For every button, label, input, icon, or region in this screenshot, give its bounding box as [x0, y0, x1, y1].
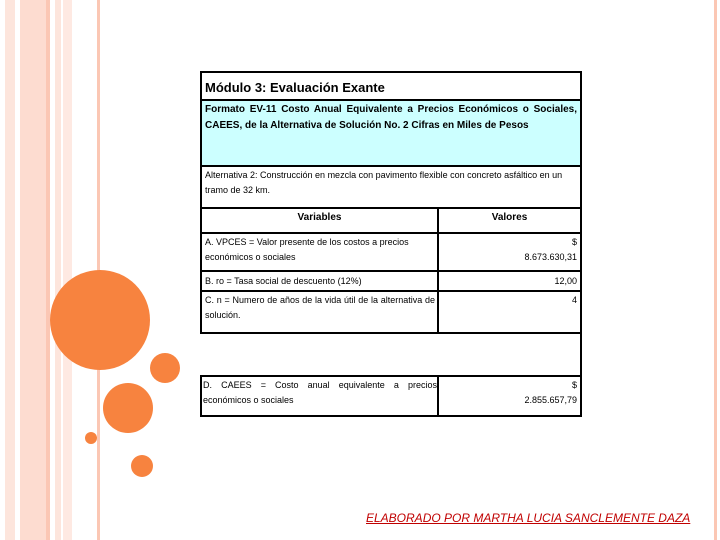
table-row	[200, 270, 439, 292]
circle	[150, 353, 180, 383]
header-variables-label: Variables	[297, 212, 342, 223]
stripe	[63, 0, 72, 540]
circle	[50, 270, 150, 370]
alternative-text: Alternativa 2: Construcción en mezcla con pavimento flexible con concreto asfáltico en un tramo de 32 km.	[205, 170, 563, 195]
value-cell	[437, 270, 582, 292]
stripe	[55, 0, 61, 540]
header-values-label: Valores	[491, 212, 528, 223]
divider	[580, 332, 582, 377]
value-cell	[437, 232, 582, 272]
header-variables	[200, 207, 439, 234]
format-heading-cell	[200, 99, 582, 167]
currency-symbol: $	[571, 380, 577, 390]
header-values	[437, 207, 582, 234]
value-cell	[437, 375, 582, 417]
circle	[103, 383, 153, 433]
page-title: Módulo 3: Evaluación Exante	[205, 80, 385, 95]
title-cell	[200, 71, 582, 101]
format-heading: Formato EV-11 Costo Anual Equivalente a Precios Económicos o Sociales, CAEES, de la Alternativa de Solución No. 2 Cifras en Miles de Pesos	[205, 104, 577, 131]
circle	[85, 432, 97, 444]
table-row	[200, 290, 439, 334]
alternative-cell	[200, 165, 582, 209]
value-cell	[437, 290, 582, 334]
value: 2.855.657,79	[524, 395, 577, 405]
variable-label: D. CAEES = Costo anual equivalente a precios económicos o sociales	[203, 380, 437, 405]
table-row	[200, 232, 439, 272]
currency-symbol: $	[571, 237, 577, 247]
circle	[131, 455, 153, 477]
stripe	[714, 0, 717, 540]
table-row	[200, 375, 439, 417]
stripe	[20, 0, 48, 540]
value: 12,00	[554, 276, 577, 286]
stripe	[5, 0, 15, 540]
value: 4	[571, 295, 577, 305]
variable-label: C. n = Numero de años de la vida útil de la alternativa de solución.	[205, 295, 435, 320]
variable-label: B. ro = Tasa social de descuento (12%)	[205, 276, 362, 286]
author-credit: ELABORADO POR MARTHA LUCIA SANCLEMENTE DAZA	[366, 511, 691, 525]
value: 8.673.630,31	[524, 252, 577, 262]
stripe	[46, 0, 50, 540]
variable-label: A. VPCES = Valor presente de los costos a precios económicos o sociales	[205, 237, 409, 262]
